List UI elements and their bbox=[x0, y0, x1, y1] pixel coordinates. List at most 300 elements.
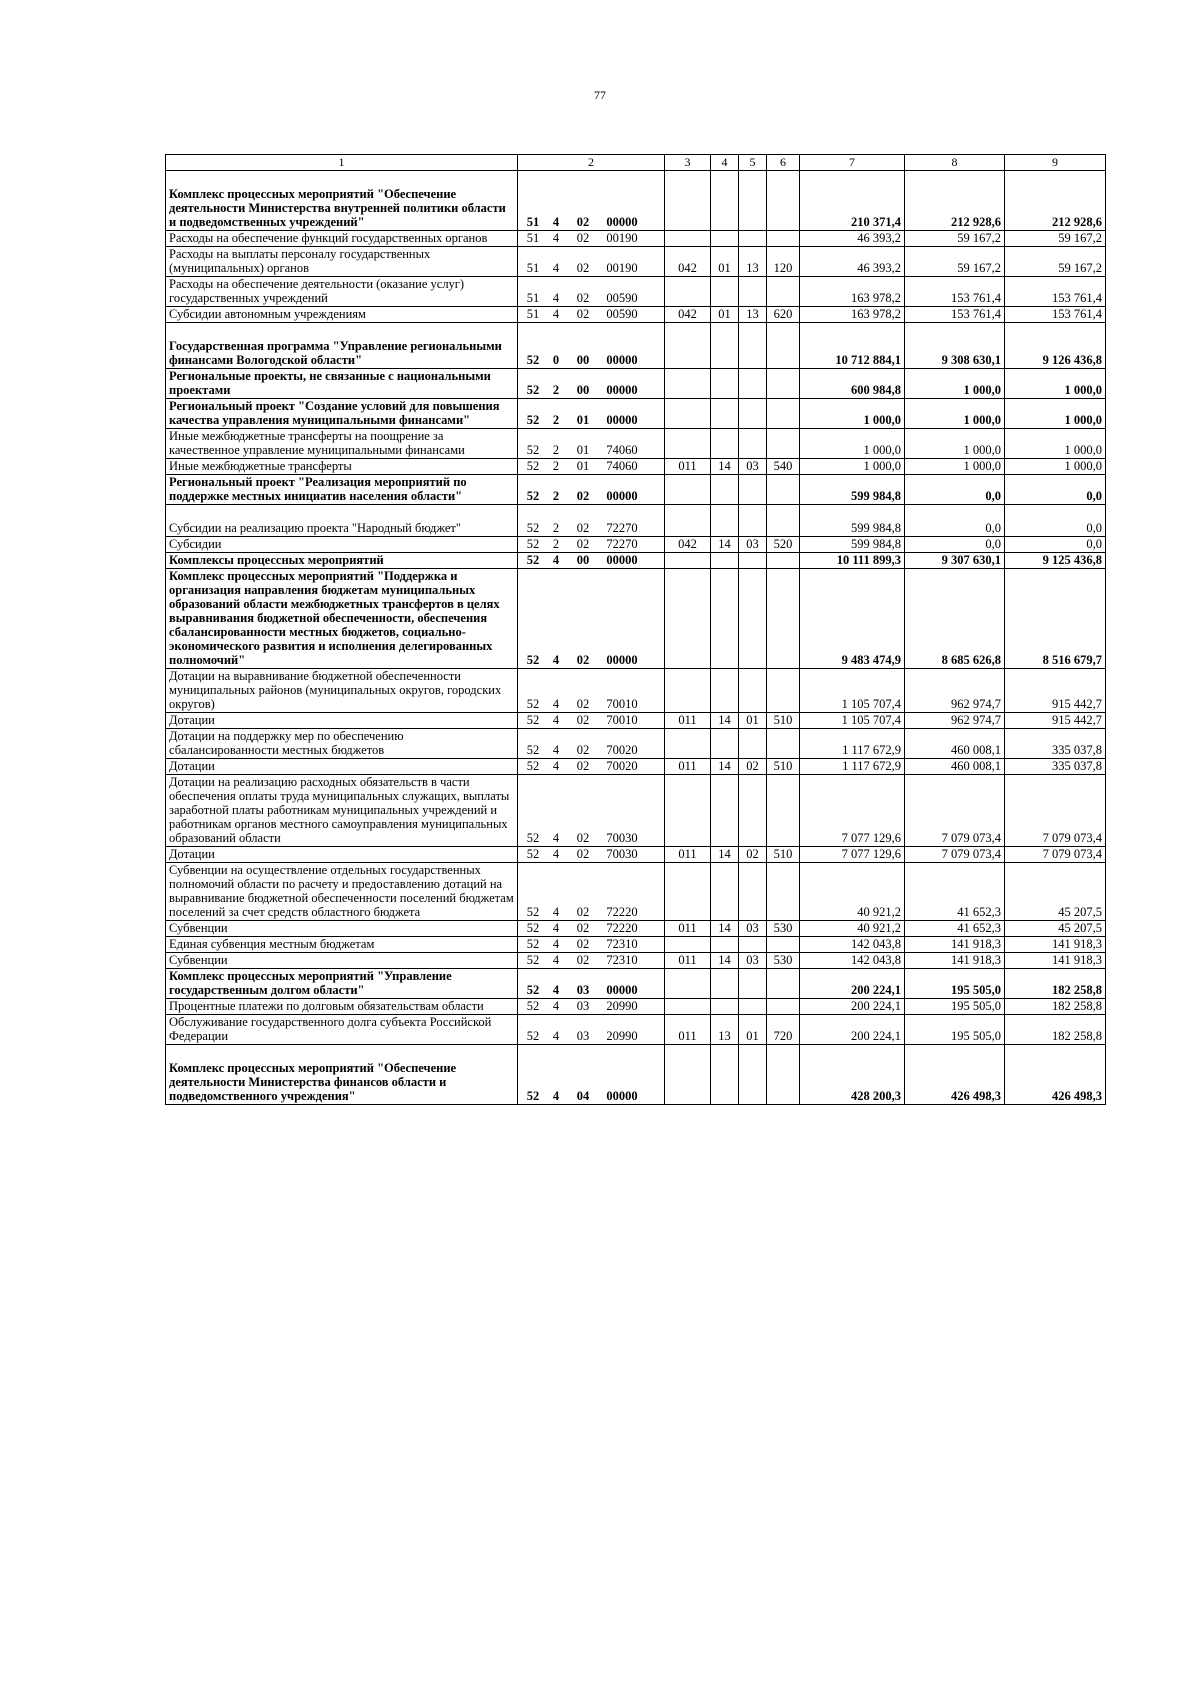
table-row bbox=[166, 569, 1106, 669]
row-name-cell bbox=[166, 921, 518, 937]
classification-code-cell bbox=[711, 369, 739, 399]
amount-cell: 0,0 bbox=[905, 537, 1005, 553]
amount-cell: 153 761,4 bbox=[1005, 277, 1106, 307]
amount-cell: 599 984,8 bbox=[800, 475, 905, 505]
amount-cell: 599 984,8 bbox=[800, 537, 905, 553]
program-code-part: 70020 bbox=[606, 743, 638, 758]
program-code-part: 52 bbox=[526, 759, 540, 774]
program-code-cell bbox=[518, 429, 665, 459]
row-name: Субсидии автономным учреждениям bbox=[169, 307, 366, 322]
program-code-part: 51 bbox=[526, 261, 540, 276]
program-code-part: 00590 bbox=[606, 291, 638, 306]
program-code-part: 52 bbox=[526, 697, 540, 712]
header-cell: 8 bbox=[905, 155, 1005, 171]
program-code-part: 00190 bbox=[606, 261, 638, 276]
classification-code-cell bbox=[665, 729, 711, 759]
program-code-cell bbox=[518, 669, 665, 713]
amount-cell: 1 000,0 bbox=[800, 459, 905, 475]
program-code-cell bbox=[518, 729, 665, 759]
table-row bbox=[166, 323, 1106, 369]
program-code-part: 51 bbox=[526, 231, 540, 246]
program-code-cell bbox=[518, 399, 665, 429]
classification-code-cell bbox=[711, 323, 739, 369]
amount-cell: 195 505,0 bbox=[905, 999, 1005, 1015]
classification-code-cell: 03 bbox=[739, 459, 767, 475]
row-name: Субвенции на осуществление отдельных государственных полномочий области по расчету и предоставлению дотаций на выравнивание бюджетной обеспеченности поселений бюджетам поселений за счет средств областного бюджета bbox=[169, 863, 514, 920]
amount-cell: 141 918,3 bbox=[1005, 937, 1106, 953]
program-code-part: 03 bbox=[576, 999, 590, 1014]
row-name-cell bbox=[166, 399, 518, 429]
program-code-part: 02 bbox=[576, 831, 590, 846]
classification-code-cell bbox=[665, 553, 711, 569]
row-name: Субсидии на реализацию проекта "Народный бюджет" bbox=[169, 521, 461, 536]
classification-code-cell: 01 bbox=[739, 713, 767, 729]
row-name-cell bbox=[166, 231, 518, 247]
classification-code-cell bbox=[665, 323, 711, 369]
amount-cell: 460 008,1 bbox=[905, 759, 1005, 775]
classification-code-cell: 13 bbox=[739, 247, 767, 277]
program-code-part: 52 bbox=[526, 831, 540, 846]
program-code-part: 52 bbox=[526, 847, 540, 862]
program-code-part: 52 bbox=[526, 383, 540, 398]
program-code-part: 2 bbox=[552, 443, 560, 458]
amount-cell: 9 308 630,1 bbox=[905, 323, 1005, 369]
classification-code-cell bbox=[767, 569, 800, 669]
program-code-cell bbox=[518, 369, 665, 399]
row-name-cell bbox=[166, 937, 518, 953]
program-code-part: 52 bbox=[526, 413, 540, 428]
row-name-cell bbox=[166, 553, 518, 569]
program-code-part: 52 bbox=[526, 443, 540, 458]
program-code-cell bbox=[518, 1015, 665, 1045]
classification-code-cell bbox=[711, 553, 739, 569]
classification-code-cell bbox=[665, 999, 711, 1015]
amount-cell: 163 978,2 bbox=[800, 277, 905, 307]
amount-cell: 163 978,2 bbox=[800, 307, 905, 323]
classification-code-cell bbox=[665, 505, 711, 537]
classification-code-cell bbox=[767, 775, 800, 847]
amount-cell: 45 207,5 bbox=[1005, 921, 1106, 937]
classification-code-cell bbox=[739, 937, 767, 953]
classification-code-cell bbox=[711, 429, 739, 459]
program-code-part: 4 bbox=[552, 215, 560, 230]
classification-code-cell: 01 bbox=[711, 247, 739, 277]
amount-cell: 7 079 073,4 bbox=[1005, 847, 1106, 863]
program-code-part: 4 bbox=[552, 231, 560, 246]
amount-cell: 10 111 899,3 bbox=[800, 553, 905, 569]
header-cell: 7 bbox=[800, 155, 905, 171]
classification-code-cell bbox=[767, 505, 800, 537]
classification-code-cell: 510 bbox=[767, 759, 800, 775]
table-row bbox=[166, 729, 1106, 759]
program-code-part: 02 bbox=[576, 759, 590, 774]
program-code-part: 72220 bbox=[606, 905, 638, 920]
row-name: Иные межбюджетные трансферты bbox=[169, 459, 352, 474]
amount-cell: 335 037,8 bbox=[1005, 729, 1106, 759]
classification-code-cell: 01 bbox=[711, 307, 739, 323]
program-code-part: 52 bbox=[526, 1029, 540, 1044]
classification-code-cell: 011 bbox=[665, 759, 711, 775]
program-code-part: 4 bbox=[552, 905, 560, 920]
amount-cell: 9 307 630,1 bbox=[905, 553, 1005, 569]
amount-cell: 46 393,2 bbox=[800, 231, 905, 247]
amount-cell: 335 037,8 bbox=[1005, 759, 1106, 775]
program-code-part: 70010 bbox=[606, 713, 638, 728]
row-name-cell bbox=[166, 669, 518, 713]
program-code-part: 52 bbox=[526, 553, 540, 568]
program-code-part: 02 bbox=[576, 489, 590, 504]
row-name: Региональный проект "Реализация мероприятий по поддержке местных инициатив населения области" bbox=[169, 475, 467, 504]
classification-code-cell bbox=[739, 171, 767, 231]
program-code-cell bbox=[518, 569, 665, 669]
classification-code-cell bbox=[739, 369, 767, 399]
classification-code-cell bbox=[665, 669, 711, 713]
program-code-part: 2 bbox=[552, 489, 560, 504]
program-code-part: 70020 bbox=[606, 759, 638, 774]
row-name-cell bbox=[166, 369, 518, 399]
classification-code-cell bbox=[665, 399, 711, 429]
program-code-part: 52 bbox=[526, 983, 540, 998]
amount-cell: 1 000,0 bbox=[1005, 429, 1106, 459]
table-row bbox=[166, 171, 1106, 231]
classification-code-cell: 011 bbox=[665, 921, 711, 937]
row-name-cell bbox=[166, 729, 518, 759]
program-code-cell bbox=[518, 323, 665, 369]
amount-cell: 1 000,0 bbox=[800, 399, 905, 429]
program-code-part: 52 bbox=[526, 521, 540, 536]
amount-cell: 59 167,2 bbox=[1005, 231, 1106, 247]
table-row bbox=[166, 537, 1106, 553]
program-code-part: 4 bbox=[552, 1029, 560, 1044]
header-cell: 3 bbox=[665, 155, 711, 171]
table-row bbox=[166, 669, 1106, 713]
classification-code-cell bbox=[711, 999, 739, 1015]
program-code-part: 03 bbox=[576, 1029, 590, 1044]
table-row bbox=[166, 553, 1106, 569]
amount-cell: 41 652,3 bbox=[905, 863, 1005, 921]
program-code-part: 72310 bbox=[606, 937, 638, 952]
classification-code-cell bbox=[711, 775, 739, 847]
program-code-cell bbox=[518, 953, 665, 969]
row-name: Субсидии bbox=[169, 537, 222, 552]
classification-code-cell: 14 bbox=[711, 713, 739, 729]
row-name: Дотации bbox=[169, 847, 215, 862]
classification-code-cell: 510 bbox=[767, 847, 800, 863]
classification-code-cell bbox=[739, 569, 767, 669]
program-code-part: 4 bbox=[552, 847, 560, 862]
row-name-cell bbox=[166, 537, 518, 553]
classification-code-cell: 042 bbox=[665, 307, 711, 323]
program-code-part: 70010 bbox=[606, 697, 638, 712]
program-code-part: 4 bbox=[552, 1089, 560, 1104]
classification-code-cell: 14 bbox=[711, 953, 739, 969]
row-name-cell bbox=[166, 307, 518, 323]
classification-code-cell bbox=[739, 729, 767, 759]
program-code-part: 2 bbox=[552, 521, 560, 536]
classification-code-cell bbox=[739, 669, 767, 713]
program-code-part: 2 bbox=[552, 459, 560, 474]
program-code-part: 00 bbox=[576, 383, 590, 398]
classification-code-cell bbox=[767, 171, 800, 231]
table-row bbox=[166, 969, 1106, 999]
program-code-part: 02 bbox=[576, 215, 590, 230]
amount-cell: 200 224,1 bbox=[800, 1015, 905, 1045]
program-code-part: 00000 bbox=[606, 1089, 638, 1104]
header-cell: 1 bbox=[166, 155, 518, 171]
amount-cell: 182 258,8 bbox=[1005, 969, 1106, 999]
program-code-part: 4 bbox=[552, 697, 560, 712]
classification-code-cell: 720 bbox=[767, 1015, 800, 1045]
program-code-part: 4 bbox=[552, 261, 560, 276]
row-name-cell bbox=[166, 969, 518, 999]
program-code-part: 51 bbox=[526, 215, 540, 230]
amount-cell: 428 200,3 bbox=[800, 1045, 905, 1105]
program-code-part: 4 bbox=[552, 937, 560, 952]
table-row bbox=[166, 369, 1106, 399]
program-code-cell bbox=[518, 505, 665, 537]
amount-cell: 426 498,3 bbox=[905, 1045, 1005, 1105]
amount-cell: 40 921,2 bbox=[800, 863, 905, 921]
program-code-part: 2 bbox=[552, 383, 560, 398]
program-code-part: 52 bbox=[526, 459, 540, 474]
row-name-cell bbox=[166, 505, 518, 537]
classification-code-cell: 011 bbox=[665, 713, 711, 729]
row-name-cell bbox=[166, 847, 518, 863]
row-name-cell bbox=[166, 475, 518, 505]
amount-cell: 141 918,3 bbox=[1005, 953, 1106, 969]
amount-cell: 142 043,8 bbox=[800, 953, 905, 969]
row-name: Дотации bbox=[169, 759, 215, 774]
program-code-part: 2 bbox=[552, 413, 560, 428]
program-code-part: 02 bbox=[576, 231, 590, 246]
row-name: Единая субвенция местным бюджетам bbox=[169, 937, 375, 952]
table-row bbox=[166, 999, 1106, 1015]
table-row bbox=[166, 847, 1106, 863]
amount-cell: 45 207,5 bbox=[1005, 863, 1106, 921]
classification-code-cell: 011 bbox=[665, 1015, 711, 1045]
classification-code-cell bbox=[739, 323, 767, 369]
program-code-cell bbox=[518, 1045, 665, 1105]
table-row bbox=[166, 505, 1106, 537]
program-code-cell bbox=[518, 999, 665, 1015]
classification-code-cell bbox=[711, 969, 739, 999]
program-code-part: 02 bbox=[576, 847, 590, 862]
program-code-cell bbox=[518, 921, 665, 937]
classification-code-cell bbox=[665, 369, 711, 399]
amount-cell: 210 371,4 bbox=[800, 171, 905, 231]
program-code-part: 72220 bbox=[606, 921, 638, 936]
amount-cell: 7 079 073,4 bbox=[905, 847, 1005, 863]
header-cell: 5 bbox=[739, 155, 767, 171]
row-name: Иные межбюджетные трансферты на поощрение за качественное управление муниципальными финансами bbox=[169, 429, 465, 458]
amount-cell: 46 393,2 bbox=[800, 247, 905, 277]
program-code-part: 02 bbox=[576, 537, 590, 552]
amount-cell: 9 483 474,9 bbox=[800, 569, 905, 669]
classification-code-cell: 14 bbox=[711, 921, 739, 937]
classification-code-cell: 13 bbox=[711, 1015, 739, 1045]
classification-code-cell bbox=[711, 475, 739, 505]
program-code-part: 4 bbox=[552, 921, 560, 936]
classification-code-cell bbox=[739, 277, 767, 307]
program-code-part: 72270 bbox=[606, 521, 638, 536]
amount-cell: 9 125 436,8 bbox=[1005, 553, 1106, 569]
program-code-part: 02 bbox=[576, 697, 590, 712]
program-code-part: 4 bbox=[552, 999, 560, 1014]
row-name: Субвенции bbox=[169, 921, 228, 936]
classification-code-cell bbox=[767, 231, 800, 247]
program-code-part: 74060 bbox=[606, 459, 638, 474]
classification-code-cell bbox=[739, 399, 767, 429]
classification-code-cell bbox=[665, 937, 711, 953]
classification-code-cell bbox=[767, 969, 800, 999]
amount-cell: 59 167,2 bbox=[1005, 247, 1106, 277]
program-code-part: 02 bbox=[576, 307, 590, 322]
classification-code-cell bbox=[665, 969, 711, 999]
classification-code-cell bbox=[711, 505, 739, 537]
classification-code-cell bbox=[767, 475, 800, 505]
amount-cell: 212 928,6 bbox=[1005, 171, 1106, 231]
classification-code-cell bbox=[739, 863, 767, 921]
amount-cell: 153 761,4 bbox=[905, 277, 1005, 307]
program-code-cell bbox=[518, 459, 665, 475]
program-code-cell bbox=[518, 937, 665, 953]
classification-code-cell bbox=[767, 729, 800, 759]
classification-code-cell: 13 bbox=[739, 307, 767, 323]
program-code-part: 01 bbox=[576, 413, 590, 428]
classification-code-cell bbox=[767, 369, 800, 399]
classification-code-cell: 011 bbox=[665, 459, 711, 475]
program-code-part: 52 bbox=[526, 713, 540, 728]
row-name: Комплекс процессных мероприятий "Обеспечение деятельности Министерства финансов области и подведомственного учреждения" bbox=[169, 1061, 457, 1104]
classification-code-cell: 120 bbox=[767, 247, 800, 277]
amount-cell: 962 974,7 bbox=[905, 669, 1005, 713]
amount-cell: 59 167,2 bbox=[905, 247, 1005, 277]
program-code-part: 00000 bbox=[606, 215, 638, 230]
classification-code-cell bbox=[767, 937, 800, 953]
row-name-cell bbox=[166, 171, 518, 231]
classification-code-cell: 520 bbox=[767, 537, 800, 553]
classification-code-cell bbox=[665, 475, 711, 505]
program-code-part: 00000 bbox=[606, 413, 638, 428]
classification-code-cell bbox=[711, 937, 739, 953]
classification-code-cell bbox=[739, 505, 767, 537]
program-code-cell bbox=[518, 759, 665, 775]
program-code-part: 04 bbox=[576, 1089, 590, 1104]
program-code-part: 02 bbox=[576, 953, 590, 968]
program-code-cell bbox=[518, 277, 665, 307]
classification-code-cell: 510 bbox=[767, 713, 800, 729]
amount-cell: 1 000,0 bbox=[1005, 399, 1106, 429]
classification-code-cell bbox=[711, 399, 739, 429]
program-code-part: 02 bbox=[576, 905, 590, 920]
classification-code-cell bbox=[739, 1045, 767, 1105]
amount-cell: 600 984,8 bbox=[800, 369, 905, 399]
classification-code-cell bbox=[711, 569, 739, 669]
program-code-cell bbox=[518, 713, 665, 729]
amount-cell: 153 761,4 bbox=[1005, 307, 1106, 323]
row-name: Процентные платежи по долговым обязательствам области bbox=[169, 999, 484, 1014]
table-row bbox=[166, 863, 1106, 921]
row-name: Расходы на обеспечение функций государственных органов bbox=[169, 231, 488, 246]
classification-code-cell bbox=[665, 231, 711, 247]
classification-code-cell bbox=[665, 569, 711, 669]
classification-code-cell bbox=[711, 863, 739, 921]
program-code-part: 52 bbox=[526, 905, 540, 920]
amount-cell: 1 000,0 bbox=[905, 369, 1005, 399]
amount-cell: 0,0 bbox=[1005, 537, 1106, 553]
row-name: Государственная программа "Управление региональными финансами Вологодской области" bbox=[169, 339, 502, 368]
program-code-cell bbox=[518, 553, 665, 569]
classification-code-cell bbox=[767, 863, 800, 921]
classification-code-cell bbox=[665, 1045, 711, 1105]
program-code-part: 2 bbox=[552, 537, 560, 552]
amount-cell: 0,0 bbox=[905, 505, 1005, 537]
header-cell: 6 bbox=[767, 155, 800, 171]
classification-code-cell bbox=[665, 863, 711, 921]
program-code-cell bbox=[518, 775, 665, 847]
program-code-cell bbox=[518, 969, 665, 999]
table-row bbox=[166, 775, 1106, 847]
amount-cell: 8 685 626,8 bbox=[905, 569, 1005, 669]
program-code-part: 52 bbox=[526, 743, 540, 758]
program-code-cell bbox=[518, 847, 665, 863]
amount-cell: 915 442,7 bbox=[1005, 713, 1106, 729]
program-code-part: 02 bbox=[576, 521, 590, 536]
row-name-cell bbox=[166, 999, 518, 1015]
program-code-part: 00000 bbox=[606, 489, 638, 504]
row-name: Расходы на обеспечение деятельности (оказание услуг) государственных учреждений bbox=[169, 277, 465, 306]
program-code-part: 52 bbox=[526, 1089, 540, 1104]
row-name-cell bbox=[166, 323, 518, 369]
classification-code-cell: 042 bbox=[665, 537, 711, 553]
row-name-cell bbox=[166, 713, 518, 729]
row-name: Субвенции bbox=[169, 953, 228, 968]
table-row bbox=[166, 475, 1106, 505]
program-code-part: 03 bbox=[576, 983, 590, 998]
classification-code-cell bbox=[739, 553, 767, 569]
row-name-cell bbox=[166, 1015, 518, 1045]
amount-cell: 141 918,3 bbox=[905, 953, 1005, 969]
classification-code-cell: 14 bbox=[711, 847, 739, 863]
amount-cell: 195 505,0 bbox=[905, 969, 1005, 999]
amount-cell: 141 918,3 bbox=[905, 937, 1005, 953]
program-code-part: 74060 bbox=[606, 443, 638, 458]
table-row bbox=[166, 459, 1106, 475]
classification-code-cell bbox=[767, 323, 800, 369]
classification-code-cell bbox=[711, 231, 739, 247]
program-code-part: 00190 bbox=[606, 231, 638, 246]
program-code-cell bbox=[518, 247, 665, 277]
classification-code-cell: 03 bbox=[739, 953, 767, 969]
program-code-part: 70030 bbox=[606, 831, 638, 846]
program-code-part: 4 bbox=[552, 743, 560, 758]
classification-code-cell: 01 bbox=[739, 1015, 767, 1045]
program-code-part: 4 bbox=[552, 759, 560, 774]
classification-code-cell bbox=[739, 475, 767, 505]
classification-code-cell bbox=[767, 999, 800, 1015]
table-row bbox=[166, 1015, 1106, 1045]
row-name: Комплексы процессных мероприятий bbox=[169, 553, 384, 568]
row-name: Комплекс процессных мероприятий "Поддержка и организация направления бюджетам муниципальных образований области межбюджетных трансфертов в целях выравнивания бюджетной обеспеченности, обеспечения сбалансированности местных бюджетов, социально-экономического развития и исполнения делегированных полномочий" bbox=[169, 569, 500, 668]
classification-code-cell bbox=[711, 1045, 739, 1105]
amount-cell: 10 712 884,1 bbox=[800, 323, 905, 369]
row-name-cell bbox=[166, 429, 518, 459]
amount-cell: 200 224,1 bbox=[800, 999, 905, 1015]
header-cell: 2 bbox=[518, 155, 665, 171]
program-code-part: 00 bbox=[576, 553, 590, 568]
classification-code-cell: 011 bbox=[665, 953, 711, 969]
table-row bbox=[166, 921, 1106, 937]
